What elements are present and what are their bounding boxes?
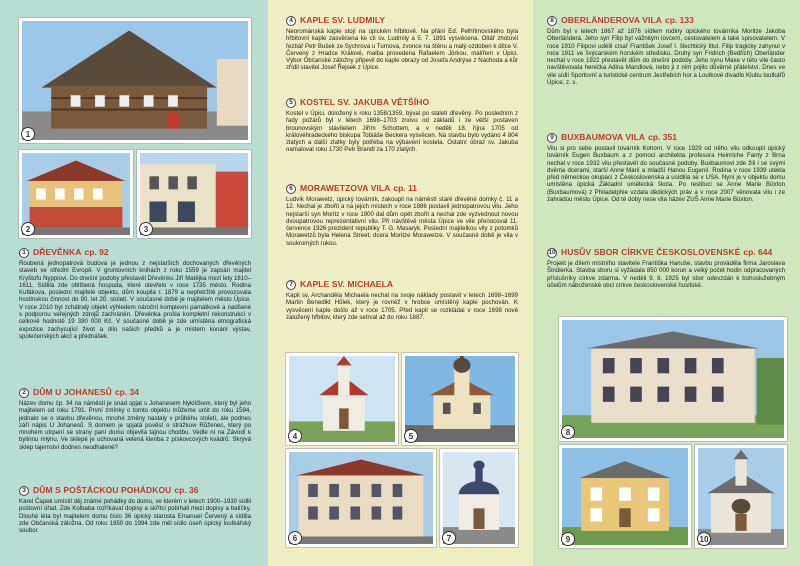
photo-kaple-ludmily xyxy=(286,353,398,445)
photo-number-8: 8 xyxy=(561,425,575,439)
photo-number-6: 6 xyxy=(288,531,302,545)
photo-number-10: 10 xyxy=(697,532,711,546)
section-page-9: cp. 351 xyxy=(648,132,677,143)
section-number-5: 5 xyxy=(286,98,296,108)
section-title-8: OBERLÄNDEROVA VILA xyxy=(561,15,662,26)
buxbaum-villa-illustration xyxy=(562,448,688,545)
photo-number-5: 5 xyxy=(404,429,418,443)
section-page-1: cp. 92 xyxy=(84,247,109,258)
section-title-7: KAPLE SV. MICHAELA xyxy=(300,279,394,290)
section-page-10: cp. 644 xyxy=(743,247,773,258)
section-oberlander xyxy=(547,16,785,86)
section-title-6: MORAWETZOVA VILA xyxy=(300,183,391,194)
photo-number-7: 7 xyxy=(442,531,456,545)
section-text-2: Název domu čp. 34 na náměstí je snad spjat s Johanesem Nyklíčkem, který byl jeho majitelem od roku 1791. První zmínky o tomto objektu můžeme určit do roku 1594, jednalo se o stavbu dřevěnou, mnohé změny nastaly v průběhu století, ale podnes září nápis U Johanesů. S domem je spjatá pověst o strážkovi Růženec, který po mnohém utrpení se strany paní domu objevila tajnou chodbu. Vedle ní na Závodí k bylinnu mlýnu. Ve sklepě je uchovaná velená klenba z pískovcových kvádrů. Skrývá sklep tajemství dodnes neodhalené? xyxy=(19,400,251,451)
drevenka-illustration xyxy=(22,21,248,140)
section-number-9: 9 xyxy=(547,133,557,143)
section-johanesu xyxy=(19,388,251,451)
photo-number-4: 4 xyxy=(288,429,302,443)
section-title-10: HUSŮV SBOR CÍRKVE ČESKOSLOVENSKÉ xyxy=(561,247,741,258)
section-text-5: Kostel v Úpici, doložený k roku 1358/1359, býval po staletí dřevěný. Po posledním z řady požárů byl v letech 1698–1703 znovu od základů i ze větší postaven brounovským stavitelem Jiřím Schottem, a v neděli 18. října 1705 od královéhradeckého biskupa Tobiáše Beckera vysvěcen. Na stavbu bylo vydáno 4 804 zlatých a další zlatky byly potřeba na výbavení kostela. Ostatní obraz sv. Jakuba namaloval roku 1730 Petr Brandl za 170 zlatých. xyxy=(286,110,518,154)
section-husuv-sbor xyxy=(547,248,785,289)
johanes-house-illustration xyxy=(22,153,130,235)
section-number-8: 8 xyxy=(547,16,557,26)
section-drevenka xyxy=(19,248,251,340)
photo-kaple-michaela xyxy=(440,449,518,547)
section-ludmila xyxy=(286,16,518,72)
section-text-9: Vilu si pro sebe postavil továrník Kohorn. V roce 1929 od něho vilu odkoupil úpický továrník Eugen Buxbaum a z pomocí architekta profesora Heinriche Fanty z Brna nechal v roce 1932 vilu přestavět do současné podoby. Buxbaumovi zde žili i se svými dvěma dcerami, starší Anne Marií a mladší Hanou Eugenií. Rodina v roce 1939 utekla před německou okupací z Československa a usídlila se v USA. Nyní je v objektu domu umístěna úpická Základní umělecká škola. Po restituci se Anne Marie Büxton (Buxbaumová) z Philadelphie vzdala dědických práv a v roce 2007 věnovala vilu i ze zahradou městu Úpice. Od té doby nese vila název ZUŠ Anne Marie Büxton. xyxy=(547,145,785,204)
post-house-illustration xyxy=(140,153,248,235)
section-page-6: cp. 11 xyxy=(393,183,418,194)
photo-dum-u-johanesu xyxy=(19,150,133,238)
section-number-4: 4 xyxy=(286,16,296,26)
section-number-2: 2 xyxy=(19,388,29,398)
section-page-8: cp. 133 xyxy=(664,15,694,26)
column-left xyxy=(0,0,268,566)
section-text-7: Kapli sv. Archanděla Michaela nechal na svoje náklady postavit v letech 1698–1699 Martin Benedikt Hůlek, který je rovněž v hrobce umístěný kaple pochován. K vysvěcení kaple došlo až v roce 1705. Před kaplí se rozkládal v roce 1698 nově založený hřbitov, který zde setrval až do roku 1887. xyxy=(286,292,518,321)
photo-buxbaumova-vila xyxy=(559,445,691,548)
photo-dum-s-postackou xyxy=(137,150,251,238)
column-middle xyxy=(268,0,533,566)
section-title-4: KAPLE SV. LUDMILY xyxy=(300,15,386,26)
section-jakub xyxy=(286,98,518,154)
section-michael xyxy=(286,280,518,321)
photo-morawetzova-vila xyxy=(286,449,436,547)
section-number-6: 6 xyxy=(286,184,296,194)
photo-husuv-sbor xyxy=(695,445,787,548)
section-number-1: 1 xyxy=(19,248,29,258)
section-morawetz xyxy=(286,184,518,247)
section-text-8: Dům byl v letech 1867 až 1876 sídlem rodiny úpického továrníka Moritze Jakoba Oberländera. Jeho syn Filip byl vážnitým lovcem, cestovatelem a také spisovatelem. V roce 1910 Filipovi udělil císař František Josef I. šlechtický titul. Filip tragicky zahynul v roce 1911 ve švýcarském horském středisku. Druhý syn Fridrich (Bedřich) Oberländer nechal v roce 1922 přestavět dům do dnešní podoby. Jeho synu Maxe v této vile často navštěvovala herečka Adina Mandlová, nebo ji z nim pojilo důvěrné přátelství. Dnes ve vile sídlí Sportovní a turistické centrum Jestřebích hor a Loutkové divadlo Klubu loutkářů Úpice, z. s. xyxy=(547,28,785,87)
section-text-6: Ludvík Morawetz, úpický továrník, zakoupil na náměstí staré dřevěné domky č. 11 a 12. Nechal je zbořit a na jejich místech v roce 1886 postavil jednopatrovou vilu. Jeho nejstarší syn Moritz v roce 1900 dal dům opět zbořit a nechal zde vyzvednout novou dvoupatrovou reprezentativní vilu. Při návštěvě města Úpice ve vile přenocoval 11. července 1926 prezident republiky T. G. Masaryk. Poslední majitelkou vily z potomků Morawetzů byla Helena Street, dcera Moritze Morawetze. V současné době je vila v soukromých rukou. xyxy=(286,196,518,247)
section-number-3: 3 xyxy=(19,486,29,496)
section-text-10: Projekt je dílem místního stavitele Františka Hanuše, stavbu prováděla firma Jaroslava Šindlerka. Stavba sboru si vyžádala 850 000 korun a velký počet hodin odpracovaných příslušníky církve zdarma. V neděli 9. 8. 1925 byl sbor odevzdán k bohoslužebným účelům náboženské obci církve československé husitské. xyxy=(547,260,785,289)
photo-oberlanderova-vila xyxy=(559,317,787,441)
section-title-9: BUXBAUMOVA VILA xyxy=(561,132,646,143)
section-title-3: DŮM S POŠTÁCKOU POHÁDKOU xyxy=(33,485,172,496)
michael-chapel-illustration xyxy=(443,452,515,544)
photo-number-2: 2 xyxy=(21,222,35,236)
column-right xyxy=(533,0,800,566)
section-title-1: DŘEVĚNKA xyxy=(33,247,82,258)
section-page-3: cp. 36 xyxy=(174,485,199,496)
oberlander-villa-illustration xyxy=(562,320,784,438)
photo-number-9: 9 xyxy=(561,532,575,546)
section-title-5: KOSTEL SV. JAKUBA VĚTŠÍHO xyxy=(300,97,430,108)
section-page-2: cp. 34 xyxy=(114,387,139,398)
section-text-4: Neorománská kaple stojí na úpickém hřbitově. Na přání Ed. Pelhřimovského byla hřbitovní kaple zasvěcena ke cti sv. Ludmily a 5. 7. 1891 vysvěcena. Oltář zhotovil řezbář Petr Bušek ze Sychrova u Turnova, zvonce na štěnu a malý ozdoben k dílce V. Červený z Hradce Králové, malba provedena Rafaelem Jörkou, malířem v Úpici. Výbor Občanské záložny připevil do kaple obrazy od Josefa Andrýse z Náchoda a kůr zřídil stavitel Josef Řejsek z Úpice. xyxy=(286,28,518,72)
section-text-1: Roubená jednopatrová budova je jednou z nejstarších dochovaných dřevěných staveb ve střední Evropě. V gruntovních knihách z roku 1559 je zapsán majitel Kryštofu Nyppiovi. Do dnešní podoby přestavěl Dřevěnku Jiří Matějka mezi lety 1610–1611. Sídlila zde oblíbená hospoda, které otevřelo v roce 1735 město. Rodina Kufákova, poslední majitelé objektu, dům koupila r. 1879 a nepřetržitě provozovala hostinskou činnost do 90. let 20. století. V současné době je majitelem město Úpice. V roce 2010 byl zchátralý objekt výhledem nároční komplexní památkově a nadšené s podporou veřejných zdrojů zachráněn. Dřevěnka prošla kompletní rekonstrukcí v celkové hodnotě 19 380 000 Kč. V současné době je zde umístěna etnografická expozice zachycující život a dílo našich předků a je místem konání výstav, společenských akcí a přednášek. xyxy=(19,260,251,340)
morawetz-villa-illustration xyxy=(289,452,433,544)
jakub-church-illustration xyxy=(405,356,515,442)
photo-drevenka xyxy=(19,18,251,143)
section-title-2: DŮM U JOHANESŮ xyxy=(33,387,112,398)
photo-kostel-jakuba xyxy=(402,353,518,445)
photo-number-3: 3 xyxy=(139,222,153,236)
section-number-7: 7 xyxy=(286,280,296,290)
husuv-sbor-illustration xyxy=(698,448,784,545)
section-text-3: Karel Čapek umístil děj známé pohádky do domu, ve kterém v letech 1900–1930 sídlil poštovní úřad. Zde Kolbaba rozříkával dopisy a skřítci pobíhali mezi dopisy a balíčky. Dlouhé léta byl majitelem domu čislo 36 úpický starosta Emanuel Červený a sídlila zde Občanská záložna. Od roku 1950 do 1994 zde měl sídlo úseň úpický loutkářský soubor. xyxy=(19,498,251,535)
ludmila-chapel-illustration xyxy=(289,356,395,442)
section-buxbaum xyxy=(547,133,785,203)
photo-number-1: 1 xyxy=(21,127,35,141)
section-number-10: 10 xyxy=(548,249,556,257)
section-postacka xyxy=(19,486,251,534)
